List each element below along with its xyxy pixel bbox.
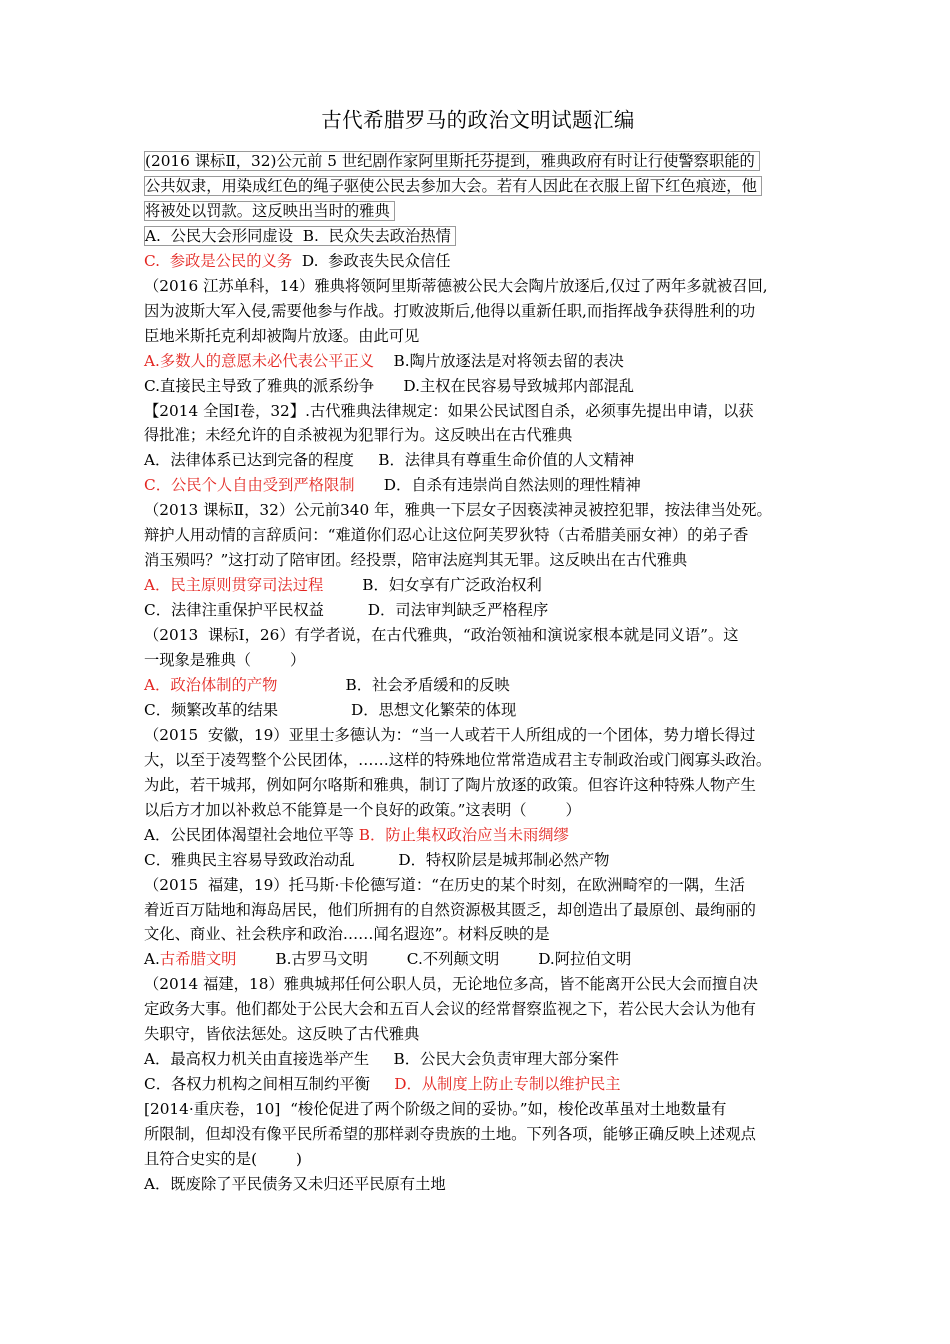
text-line [144, 448, 634, 473]
text-line-content [144, 402, 754, 420]
question-segment: A. 公民大会形同虚设 B. 民众失去政治热情 [145, 226, 451, 245]
question-segment: 将被处以罚款。这反映出当时的雅典 [145, 201, 390, 220]
question-segment: 且符合史实的是( ) [144, 1150, 302, 1168]
text-line [144, 623, 739, 648]
question-segment: 文化、商业、社会秩序和政治……闻名遐迩”。材料反映的是 [144, 925, 550, 944]
question-segment: （2013 课标Ⅱ，32）公元前340 年，雅典一下层女子因亵渎神灵被控犯罪，按法律当处死。 [144, 501, 772, 520]
question-segment: (2016 课标Ⅱ，32)公元前 5 世纪剧作家阿里斯托芬提到，雅典政府有时让行使警察职能的 [145, 152, 755, 170]
text-line [144, 199, 395, 224]
answer-text: D．从制度上防止专制以维护民主 [394, 1075, 621, 1094]
question-segment: D．自杀有违崇尚自然法则的理性精神 [354, 476, 641, 495]
text-line [144, 274, 768, 299]
text-line-content [144, 451, 634, 469]
text-line-content [144, 226, 456, 246]
answer-text: A.多数人的意愿未必代表公平正义 [144, 351, 375, 370]
question-segment: 辩护人用动情的言辞质问：“难道你们忍心让这位阿芙罗狄特（古希腊美丽女神）的弟子香 [144, 526, 749, 545]
question-segment: 为此，若干城邦，例如阿尔咯斯和雅典，制订了陶片放逐的政策。但容许这种特殊人物产生 [144, 775, 756, 794]
text-line [144, 1097, 726, 1122]
text-line [144, 224, 456, 249]
text-line-content [144, 352, 624, 370]
text-line-content [144, 277, 768, 295]
text-line [144, 823, 569, 848]
text-line-content [144, 1050, 619, 1068]
question-segment: （2015 安徽，19）亚里士多德认为：“当一人或若干人所组成的一个团体，势力增长得过 [144, 725, 756, 744]
text-line [144, 598, 548, 623]
text-line [144, 498, 772, 523]
text-line-content [144, 551, 687, 569]
text-line [144, 1172, 446, 1197]
text-line [144, 972, 758, 997]
text-line [144, 873, 745, 898]
text-line [144, 1022, 419, 1047]
text-line-content [144, 626, 739, 644]
question-segment: 因为波斯大军入侵,需要他参与作战。打败波斯后,他得以重新任职,而指挥战争获得胜利的功 [144, 301, 756, 320]
question-segment: 定政务大事。他们都处于公民大会和五百人会议的经常督察监视之下，若公民大会认为他有 [144, 1000, 756, 1019]
question-segment: C．法律注重保护平民权益 D．司法审判缺乏严格程序 [144, 601, 549, 620]
text-line-content [144, 1100, 726, 1118]
text-line-content [144, 1025, 419, 1043]
question-segment: C．频繁改革的结果 D．思想文化繁荣的体现 [144, 700, 517, 719]
question-segment: D. 参政丧失民众信任 [292, 251, 451, 270]
text-line [144, 698, 516, 723]
text-line-content [144, 801, 581, 819]
question-segment: C．各权力机构之间相互制约平衡 [144, 1075, 395, 1094]
question-segment: 着近百万陆地和海岛居民，他们所拥有的自然资源极其匮乏，却创造出了最原创、最绚丽的 [144, 900, 756, 919]
question-segment: （2016 江苏单科，14）雅典将领阿里斯蒂德被公民大会陶片放逐后,仅过了两年多就被召回, [144, 276, 768, 295]
answer-text: A．政治体制的产物 [144, 675, 278, 694]
text-line-content [144, 302, 755, 320]
text-line-content [144, 426, 572, 444]
text-line-content [144, 950, 631, 968]
text-line-content [144, 576, 542, 594]
text-line [144, 374, 634, 399]
text-line-content [144, 1075, 621, 1093]
text-line [144, 1122, 756, 1147]
text-line-content [144, 726, 755, 744]
text-line [144, 473, 641, 498]
text-line [144, 523, 748, 548]
text-line [144, 249, 451, 274]
text-line-content [144, 925, 550, 943]
text-line-content [144, 676, 510, 694]
question-segment: 失职守，皆依法惩处。这反映了古代雅典 [144, 1025, 420, 1044]
text-line [144, 922, 550, 947]
question-segment: B．妇女享有广泛政治权利 [323, 576, 542, 595]
text-line-content [144, 1150, 302, 1168]
text-line-content [144, 201, 395, 221]
question-segment: （2015 福建，19）托马斯·卡伦德写道：“在历史的某个时刻，在欧洲畸窄的一隅，生活 [144, 875, 745, 894]
text-line [144, 174, 762, 199]
question-segment: C.直接民主导致了雅典的派系纷争 D.主权在民容易导致城邦内部混乱 [144, 376, 635, 395]
question-segment: 以后方才加以补救总不能算是一个良好的政策。”这表明（ ） [144, 800, 581, 819]
text-line [144, 324, 419, 349]
question-segment: 一现象是雅典（ ） [144, 651, 306, 669]
text-line [144, 947, 631, 972]
text-line-content [144, 1125, 756, 1143]
answer-text: C. 参政是公民的义务 [144, 251, 293, 270]
text-line-content [144, 252, 451, 270]
question-segment: A．法律体系已达到完备的程度 B．法律具有尊重生命价值的人文精神 [144, 451, 635, 470]
text-line-content [144, 1175, 446, 1193]
text-line-content [144, 651, 305, 669]
text-line [144, 798, 581, 823]
text-line [144, 1072, 621, 1097]
text-line-content [144, 176, 762, 196]
text-line-content [144, 151, 760, 171]
question-segment: 公共奴隶，用染成红色的绳子驱使公民去参加大会。若有人因此在衣服上留下红色痕迹，他 [145, 176, 757, 195]
text-line-content [144, 377, 634, 395]
text-line [144, 1047, 619, 1072]
answer-text: A．民主原则贯穿司法过程 [144, 576, 324, 595]
question-segment: 臣地米斯托克利却被陶片放逐。由此可见 [144, 326, 420, 345]
question-segment: A．公民团体渴望社会地位平等 [144, 825, 359, 844]
text-line-content [144, 526, 748, 544]
question-segment: B.陶片放逐法是对将领去留的表决 [374, 351, 624, 370]
text-line-content [144, 501, 772, 519]
answer-text: 古希腊文明 [159, 950, 237, 969]
text-line [144, 1147, 302, 1172]
text-line-content [144, 701, 516, 719]
answer-text: C．公民个人自由受到严格限制 [144, 476, 355, 495]
text-line [144, 673, 510, 698]
question-segment: [2014·重庆卷，10] “梭伦促进了两个阶级之间的妥协。”如，梭伦改革虽对土地数量有 [144, 1100, 727, 1119]
text-line-content [144, 601, 548, 619]
question-segment: 消玉殒吗？”这打动了陪审团。经投票，陪审法庭判其无罪。这反映出在古代雅典 [144, 551, 688, 570]
question-segment: A. [144, 950, 160, 969]
text-line-content [144, 1000, 756, 1018]
question-segment: 所限制，但却没有像平民所希望的那样剥夺贵族的土地。下列各项，能够正确反映上述观点 [144, 1125, 756, 1144]
text-line [144, 648, 305, 673]
text-line [144, 573, 542, 598]
text-line-content [144, 476, 641, 494]
text-line-content [144, 851, 609, 869]
question-segment: （2013 课标Ⅰ，26）有学者说，在古代雅典，“政治领袖和演说家根本就是同义语”。这 [144, 626, 739, 645]
question-segment: B.古罗马文明 C.不列颠文明 D.阿拉伯文明 [236, 950, 632, 969]
text-line [144, 423, 572, 448]
text-line [144, 748, 771, 773]
text-line-content [144, 975, 758, 993]
text-line [144, 548, 687, 573]
answer-text: B．防止集权政治应当未雨绸缪 [358, 825, 569, 844]
text-line [144, 848, 609, 873]
text-line-content [144, 876, 745, 894]
text-line [144, 997, 756, 1022]
question-segment: A．最高权力机关由直接选举产生 B．公民大会负责审理大部分案件 [144, 1050, 619, 1069]
text-line [144, 399, 754, 424]
text-line [144, 898, 756, 923]
text-line [144, 773, 756, 798]
question-segment: 【2014 全国Ⅰ卷，32】.古代雅典法律规定：如果公民试图自杀，必须事先提出申请，以获 [144, 401, 754, 420]
question-segment: （2014 福建，18）雅典城邦任何公职人员，无论地位多高，皆不能离开公民大会而擅自决 [144, 975, 758, 994]
text-line-content [144, 751, 771, 769]
question-segment: A．既废除了平民债务又未归还平民原有土地 [144, 1174, 446, 1193]
question-segment: C．雅典民主容易导致政治动乱 D．特权阶层是城邦制必然产物 [144, 850, 610, 869]
document-title: 古代希腊罗马的政治文明试题汇编 [321, 108, 635, 132]
question-segment: 大，以至于凌驾整个公民团体，……这样的特殊地位常常造成君主专制政治或门阀寡头政治。 [144, 750, 772, 769]
text-line [144, 149, 760, 174]
question-segment: B．社会矛盾缓和的反映 [277, 675, 510, 694]
text-line [144, 299, 755, 324]
question-segment: 得批准；未经允许的自杀被视为犯罪行为。这反映出在古代雅典 [144, 426, 573, 445]
text-line-content [144, 327, 419, 345]
text-line [144, 723, 755, 748]
text-line-content [144, 826, 569, 844]
text-line-content [144, 776, 756, 794]
text-line [144, 349, 624, 374]
text-line-content [144, 901, 756, 919]
